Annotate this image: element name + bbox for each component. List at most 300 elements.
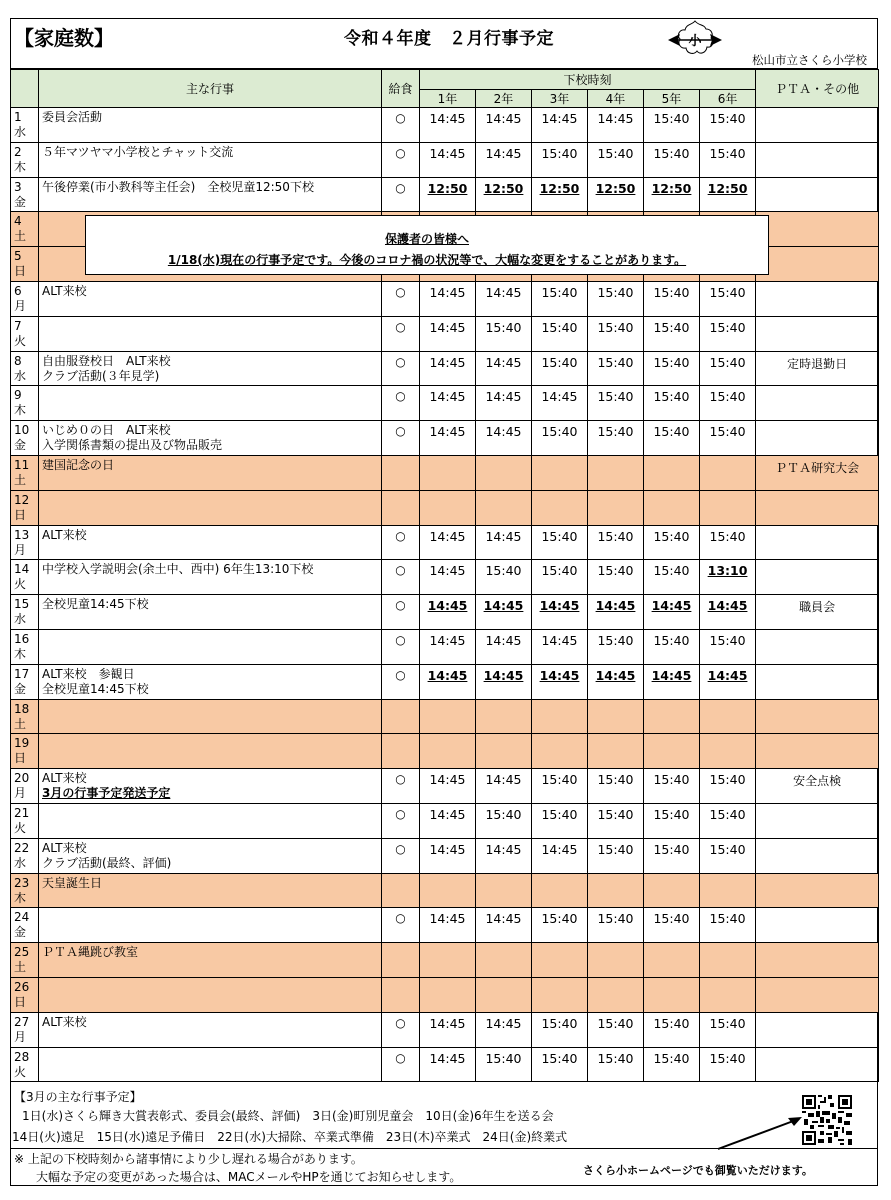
event-line: 天皇誕生日 [42,875,103,890]
dismissal-time-cell [700,1012,756,1047]
dismissal-time-cell [420,977,476,1012]
weekday: 月 [14,786,27,801]
table-row [11,142,879,177]
dismissal-time-cell [420,316,476,351]
dismissal-time-cell [532,838,588,873]
dismissal-time-cell [420,629,476,664]
dismissal-time-cell [420,908,476,943]
dismissal-time-cell [700,455,756,490]
date-cell [11,1047,39,1082]
dismissal-time: 15:40 [653,632,690,648]
dismissal-time-cell [476,595,532,630]
dismissal-time-cell [700,629,756,664]
dismissal-time-cell [588,699,644,734]
dismissal-time-cell [644,943,700,978]
dismissal-time: 14:45 [429,319,466,335]
dismissal-time: 15:40 [541,319,578,335]
event-cell [39,421,382,456]
day-number: 27 [14,1014,30,1029]
event-cell [39,873,382,908]
dismissal-time-cell [588,803,644,838]
day-number: 8 [14,353,22,368]
dismissal-time-cell [420,421,476,456]
dismissal-time-cell [700,421,756,456]
dismissal-time-cell [588,490,644,525]
weekday: 日 [14,264,27,279]
march-line-1: 1日(水)さくら輝き大賞表彰式、委員会(最終、評価) 3日(金)町別児童会 10日(金)6年生を送る会 [22,1109,554,1123]
pta-cell: 安全点検 [756,769,879,804]
dismissal-time-cell [476,490,532,525]
logo-text: 小 [688,34,702,49]
lunch-cell: ○ [382,386,420,421]
dismissal-time: 14:45 [427,598,468,614]
dismissal-time: 14:45 [429,563,466,579]
table-row [11,769,879,804]
date-cell [11,629,39,664]
dismissal-time-cell [532,1047,588,1082]
dismissal-time: 15:40 [541,424,578,440]
dismissal-time-cell [532,595,588,630]
dismissal-time: 15:40 [597,284,634,300]
dismissal-time: 15:40 [597,389,634,405]
day-number: 28 [14,1049,30,1064]
dismissal-time-cell [420,595,476,630]
dismissal-time-cell [644,803,700,838]
events-header: 主な行事 [39,70,382,108]
pta-cell: ＰＴＡ研究大会 [756,455,879,490]
lunch-cell: ○ [382,525,420,560]
lunch-cell [382,873,420,908]
dismissal-time-cell [476,525,532,560]
notice-text: 1/18(水)現在の行事予定です。今後のコロナ禍の状況等で、大幅な変更をすることがあります。 [167,253,687,267]
arrow-icon [716,1112,806,1152]
dismissal-time: 14:45 [541,111,578,126]
dismissal-time: 15:40 [709,1050,746,1066]
dismissal-time: 15:40 [597,911,634,927]
dismissal-time-cell [644,142,700,177]
day-number: 10 [14,423,30,438]
weekday: 土 [14,716,27,731]
weekday: 火 [14,333,27,348]
weekday: 月 [14,298,27,313]
dismissal-time-cell [644,525,700,560]
dismissal-time-cell [700,351,756,386]
date-cell [11,769,39,804]
dismissal-time: 14:45 [485,528,522,544]
pta-cell [756,1012,879,1047]
table-row [11,525,879,560]
dismissal-time: 14:45 [429,145,466,161]
dismissal-time: 14:45 [429,528,466,544]
dismissal-time-cell [644,664,700,699]
dismissal-time-cell [700,699,756,734]
notice-heading: 保護者の皆様へ [384,232,469,246]
dismissal-time: 12:50 [483,180,524,196]
day-number: 24 [14,910,30,925]
pta-cell: 定時退勤日 [756,351,879,386]
dismissal-time-cell [420,142,476,177]
day-number: 4 [14,214,22,229]
dismissal-time-cell [644,177,700,212]
day-number: 13 [14,527,30,542]
dismissal-time-cell [644,351,700,386]
event-cell [39,699,382,734]
weekday: 土 [14,472,27,487]
date-header [11,70,39,108]
dismissal-time: 15:40 [541,1050,578,1066]
dismissal-time-cell [644,629,700,664]
dismissal-time-cell [476,699,532,734]
day-number: 22 [14,840,30,855]
dismissal-time: 14:45 [427,667,468,683]
dismissal-time-cell [700,943,756,978]
date-cell [11,908,39,943]
dismissal-time-cell [644,873,700,908]
event-cell [39,734,382,769]
event-line: ALT来校 参観日 [42,666,135,681]
weekday: 水 [14,125,27,139]
dismissal-time: 15:40 [485,563,522,579]
pta-cell [756,560,879,595]
dismissal-time: 15:40 [653,145,690,161]
lunch-cell [382,734,420,769]
dismissal-time-cell [476,281,532,316]
event-cell [39,108,382,143]
pta-cell [756,908,879,943]
day-number: 11 [14,457,30,472]
lunch-cell: ○ [382,177,420,212]
dismissal-time: 15:40 [597,319,634,335]
dismissal-time: 14:45 [595,598,636,614]
day-number: 3 [14,179,22,194]
dismissal-time-cell [588,977,644,1012]
grade-header: 4年 [588,90,644,108]
dismissal-time-cell [532,351,588,386]
dismissal-time: 15:40 [653,528,690,544]
table-row [11,803,879,838]
dismissal-time-cell [532,142,588,177]
date-cell [11,177,39,212]
dismissal-time: 15:40 [709,284,746,300]
event-line: ALT来校 [42,840,87,855]
dismissal-time-cell [532,560,588,595]
dismissal-time: 15:40 [653,389,690,405]
date-cell [11,699,39,734]
pta-cell [756,629,879,664]
dismissal-time-cell [476,386,532,421]
day-number: 26 [14,979,30,994]
dismissal-time-cell [476,803,532,838]
event-line: ＰＴＡ縄跳び教室 [42,945,139,960]
event-line: ALT来校 [42,1014,87,1029]
dismissal-time-cell [420,1012,476,1047]
dismissal-time: 14:45 [485,1015,522,1031]
dismissal-time: 15:40 [597,841,634,857]
dismissal-time-cell [644,769,700,804]
dismissal-time-cell [532,908,588,943]
lunch-cell: ○ [382,1047,420,1082]
dismissal-time: 15:40 [597,528,634,544]
lunch-cell: ○ [382,838,420,873]
table-row [11,281,879,316]
dismissal-time-cell [476,316,532,351]
dismissal-time: 14:45 [429,1050,466,1066]
event-cell [39,838,382,873]
day-number: 20 [14,771,30,786]
dismissal-time: 15:40 [597,1050,634,1066]
weekday: 木 [14,646,27,661]
page-title: 令和４年度 ２月行事予定 [344,29,554,49]
dismissal-time-cell [588,838,644,873]
date-cell [11,560,39,595]
note-1: ※ 上記の下校時刻から諸事情により少し遅れる場合があります。 [14,1152,363,1166]
pta-cell [756,490,879,525]
dismissal-time-cell [532,108,588,143]
weekday: 木 [14,890,27,905]
dismissal-time-cell [644,595,700,630]
date-cell [11,351,39,386]
dismissal-time-cell [700,977,756,1012]
date-cell [11,455,39,490]
date-cell [11,803,39,838]
date-cell [11,108,39,143]
pta-cell [756,977,879,1012]
pta-cell [756,873,879,908]
day-number: 6 [14,283,22,298]
dismissal-time: 15:40 [653,424,690,440]
pta-cell [756,142,879,177]
dismissal-time: 15:40 [485,1050,522,1066]
dismissal-time-cell [476,142,532,177]
table-row [11,560,879,595]
table-row [11,316,879,351]
date-cell [11,943,39,978]
event-line: ５年マツヤマ小学校とチャット交流 [42,144,234,159]
pta-cell [756,316,879,351]
date-cell [11,386,39,421]
dismissal-time-cell [700,177,756,212]
pta-cell [756,212,879,247]
dismissal-time-cell [700,769,756,804]
event-line: 全校児童14:45下校 [42,681,149,696]
dismissal-time: 15:40 [597,1015,634,1031]
lunch-cell: ○ [382,560,420,595]
dismissal-time: 14:45 [429,284,466,300]
table-row [11,108,879,143]
dismissal-time-cell [420,1047,476,1082]
weekday: 金 [14,438,27,453]
table-row [11,351,879,386]
lunch-cell: ○ [382,316,420,351]
weekday: 火 [14,820,27,835]
pta-cell: 職員会 [756,595,879,630]
lunch-cell: ○ [382,351,420,386]
dismissal-time-cell [700,1047,756,1082]
dismissal-time-cell [420,734,476,769]
lunch-cell: ○ [382,629,420,664]
dismissal-time-cell [532,873,588,908]
lunch-cell: ○ [382,1012,420,1047]
dismissal-time-cell [588,316,644,351]
dismissal-time: 14:45 [651,667,692,683]
lunch-cell [382,977,420,1012]
day-number: 14 [14,562,30,577]
event-cell [39,177,382,212]
event-cell [39,490,382,525]
dismissal-time: 14:45 [429,841,466,857]
event-line: 中学校入学説明会(余土中、西中) 6年生13:10下校 [42,562,314,577]
table-row [11,490,879,525]
dismissal-time: 15:40 [541,806,578,822]
qr-code-icon[interactable] [802,1095,852,1145]
dismissal-time-cell [644,560,700,595]
weekday: 水 [14,368,27,383]
dismissal-time-cell [644,699,700,734]
date-cell [11,142,39,177]
table-row [11,664,879,699]
lunch-cell: ○ [382,803,420,838]
weekday: 木 [14,403,27,418]
dismissal-time: 14:45 [541,841,578,857]
date-cell [11,1012,39,1047]
dismissal-time-cell [476,873,532,908]
dismissal-time-cell [700,838,756,873]
dismissal-header: 下校時刻 [420,70,756,90]
dismissal-time-cell [700,803,756,838]
table-row [11,943,879,978]
dismissal-time: 12:50 [427,180,468,196]
dismissal-time-cell [420,769,476,804]
dismissal-time-cell [476,177,532,212]
dismissal-time-cell [532,316,588,351]
dismissal-time: 15:40 [541,284,578,300]
pta-cell [756,1047,879,1082]
grade-header: 1年 [420,90,476,108]
dismissal-time: 15:40 [709,145,746,161]
dismissal-time-cell [700,142,756,177]
dismissal-time: 15:40 [597,632,634,648]
dismissal-time-cell [532,455,588,490]
dismissal-time: 15:40 [653,284,690,300]
dismissal-time: 15:40 [541,145,578,161]
dismissal-time-cell [532,1012,588,1047]
dismissal-time: 14:45 [429,111,466,126]
dismissal-time-cell [420,560,476,595]
event-line: 建国記念の日 [42,457,115,472]
dismissal-time-cell [588,142,644,177]
table-row [11,177,879,212]
dismissal-time-cell [476,1012,532,1047]
dismissal-time-cell [476,108,532,143]
pta-cell [756,664,879,699]
weekday: 火 [14,1064,27,1079]
dismissal-time: 14:45 [485,354,522,370]
dismissal-time: 15:40 [653,563,690,579]
weekday: 水 [14,855,27,870]
table-row [11,908,879,943]
dismissal-time: 14:45 [485,284,522,300]
dismissal-time-cell [476,421,532,456]
weekday: 日 [14,994,27,1009]
day-number: 1 [14,110,22,124]
dismissal-time-cell [420,525,476,560]
dismissal-time-cell [700,873,756,908]
lunch-cell: ○ [382,142,420,177]
event-cell [39,595,382,630]
dismissal-time-cell [700,734,756,769]
dismissal-time-cell [588,873,644,908]
date-cell [11,490,39,525]
date-cell [11,873,39,908]
dismissal-time-cell [420,490,476,525]
day-number: 12 [14,492,30,507]
dismissal-time-cell [420,108,476,143]
dismissal-time-cell [588,629,644,664]
weekday: 水 [14,612,27,627]
dismissal-time: 15:40 [653,806,690,822]
dismissal-time-cell [420,943,476,978]
date-cell [11,281,39,316]
dismissal-time: 14:45 [429,772,466,788]
dismissal-time-cell [644,1047,700,1082]
event-cell [39,351,382,386]
dismissal-time: 15:40 [709,806,746,822]
dismissal-time: 13:10 [707,563,748,579]
dismissal-time: 15:40 [709,389,746,405]
table-row [11,873,879,908]
dismissal-time: 14:45 [485,145,522,161]
date-cell [11,595,39,630]
date-cell [11,734,39,769]
dismissal-time: 14:45 [541,389,578,405]
dismissal-time-cell [588,386,644,421]
dismissal-time: 14:45 [483,667,524,683]
dismissal-time: 14:45 [597,111,634,126]
dismissal-time-cell [420,351,476,386]
dismissal-time-cell [644,908,700,943]
date-cell [11,316,39,351]
dismissal-time: 15:40 [709,111,746,126]
dismissal-time: 15:40 [709,319,746,335]
dismissal-time: 15:40 [597,145,634,161]
dismissal-time-cell [588,734,644,769]
dismissal-time-cell [700,281,756,316]
day-number: 17 [14,666,30,681]
dismissal-time-cell [588,664,644,699]
dismissal-time-cell [588,908,644,943]
weekday: 日 [14,507,27,522]
event-cell [39,386,382,421]
event-cell [39,769,382,804]
dismissal-time-cell [700,560,756,595]
dismissal-time-cell [700,664,756,699]
event-line: 委員会活動 [42,110,103,124]
dismissal-time-cell [588,281,644,316]
dismissal-time: 15:40 [597,354,634,370]
weekday: 日 [14,751,27,766]
homepage-note: さくら小ホームページでも御覧いただけます。 [583,1164,813,1177]
dismissal-time-cell [532,525,588,560]
dismissal-time-cell [588,351,644,386]
dismissal-time-cell [700,316,756,351]
dismissal-time: 14:45 [707,598,748,614]
date-cell [11,977,39,1012]
dismissal-time-cell [420,873,476,908]
dismissal-time-cell [644,977,700,1012]
table-row [11,838,879,873]
table-row [11,386,879,421]
event-line: 全校児童14:45下校 [42,597,149,612]
